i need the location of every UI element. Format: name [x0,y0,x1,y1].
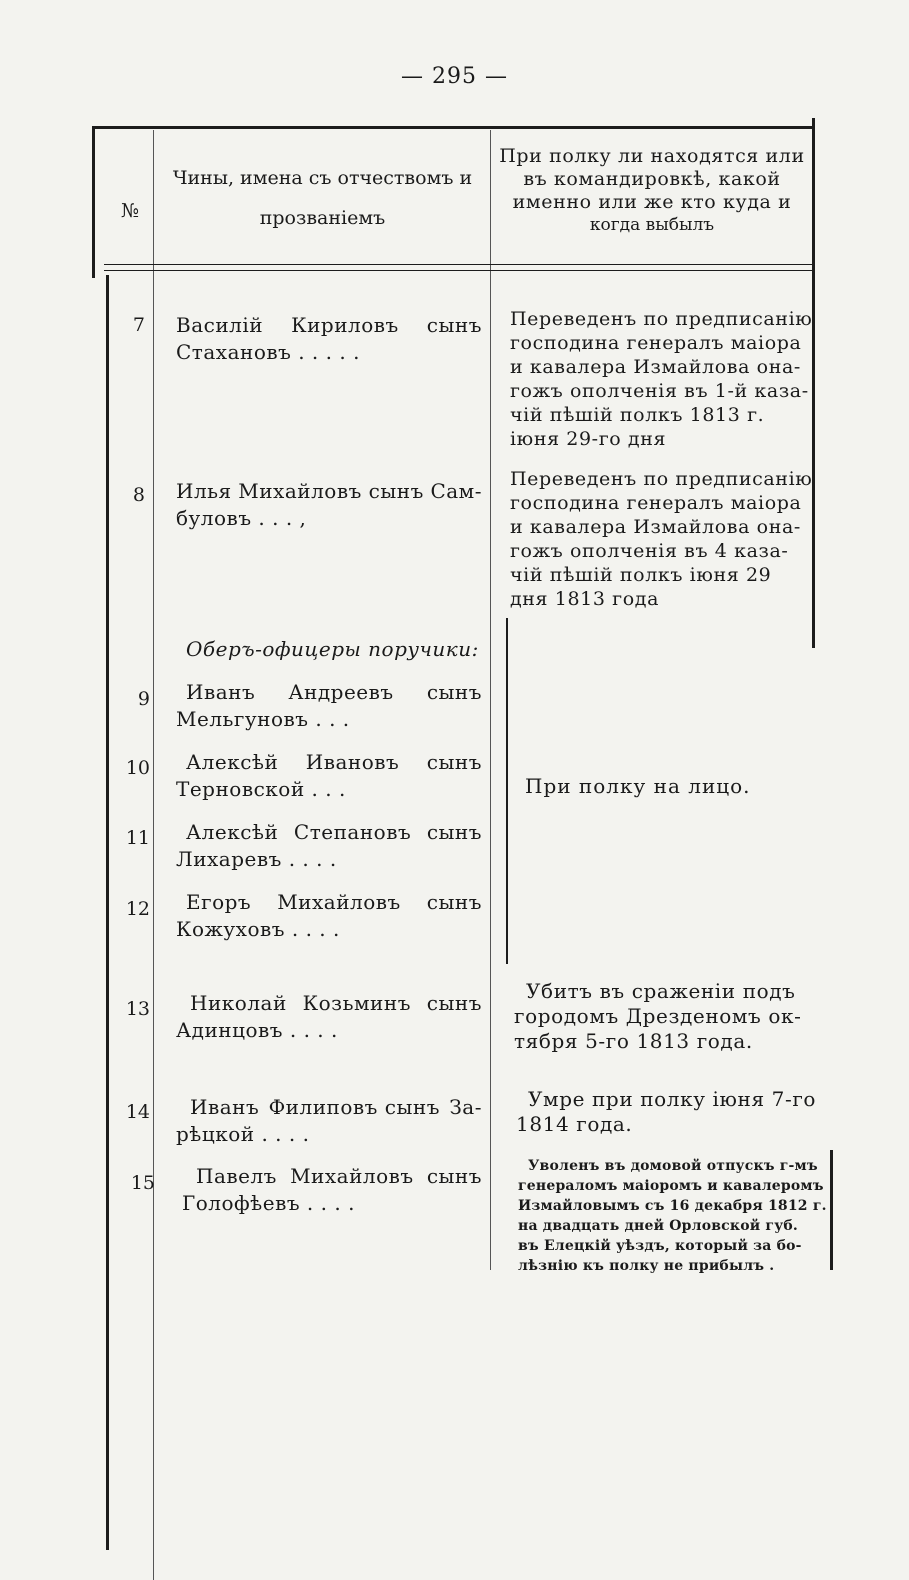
row-number: 14 [125,1101,150,1123]
row-number: 7 [132,314,145,336]
first-name: Алексѣй [186,750,279,774]
status-entry [514,979,819,1054]
patronymic: Андреевъ [288,680,394,704]
status-line: Убитъ въ сраженіи подъ [526,979,796,1003]
person-name [176,889,482,943]
name-word: сынъ [426,890,482,914]
name-word: За- [449,1095,482,1119]
column-divider-1 [153,130,154,1580]
row-number: 15 [130,1172,155,1194]
status-line: дня 1813 года [510,588,660,610]
row-number: 11 [125,827,150,849]
status-line: лѣзнію къ полку не прибылъ . [518,1258,775,1274]
header-name-line2: прозваніемъ [259,207,386,229]
group-brace [506,618,508,964]
person-name [176,749,482,803]
row-number: 12 [125,898,150,920]
person-name [176,990,482,1044]
table-left-border-lower [106,275,109,1550]
row-number: 13 [125,998,150,1020]
surname: Голофѣевъ . . . . [182,1191,355,1215]
header-status-line4: когда выбылъ [589,215,715,235]
status-line: Переведенъ по предписанію [510,468,813,490]
patronymic: Козьминъ [302,991,411,1015]
person-name [176,819,482,873]
status-line: городомъ Дрезденомъ ок- [514,1004,802,1028]
status-line: и кавалера Измайлова она- [510,516,801,538]
status-line: гожъ ополченія въ 4 каза- [510,540,789,562]
group-status: При полку на лицо. [525,774,751,798]
page-number: — 295 — [401,64,508,89]
row-number: 10 [125,757,150,779]
header-status-line2: въ командировкѣ, какой [523,168,781,190]
surname: Терновской . . . [176,777,346,801]
status-entry [518,1156,833,1276]
status-line: Умре при полку іюня 7-го [528,1087,817,1111]
status-line: гожъ ополченія въ 1-й каза- [510,380,809,402]
surname: рѣцкой . . . . [176,1122,310,1146]
status-line: на двадцать дней Орловской губ. [518,1218,798,1234]
person-name [176,679,482,733]
header-number: № [121,200,139,222]
status-line: чій пѣшій полкъ іюня 29 [510,564,772,586]
status-line: Измайловымъ съ 16 декабря 1812 г. [518,1198,827,1214]
person-name [176,1163,482,1217]
section-label: Оберъ-офицеры поручики: [186,637,479,661]
first-name: Алексѣй [186,820,279,844]
patronymic: Михайловъ [290,1164,414,1188]
header-separator-1 [104,264,812,265]
person-name [176,1094,482,1148]
first-name: Иванъ [190,1095,260,1119]
row-number: 9 [137,688,150,710]
table-top-border [92,126,814,129]
patronymic: Михайловъ сынъ [238,479,424,503]
status-line: господина генералъ маіора [510,492,802,514]
first-name: Егоръ [186,890,252,914]
header-separator-2 [104,270,812,271]
surname: Мельгуновъ . . . [176,707,350,731]
table-left-border [92,126,95,278]
column-divider-2 [490,130,491,1270]
surname: буловъ . . . , [176,506,307,530]
status-line: чій пѣшій полкъ 1813 г. [510,404,765,426]
header-status-line3: именно или же кто куда и [512,191,792,213]
name-word: сынъ [426,1164,482,1188]
person-name [176,312,482,366]
name-word: сынъ [426,991,482,1015]
status-line: и кавалера Измайлова она- [510,356,801,378]
name-word: сынъ [426,750,482,774]
surname: Лихаревъ . . . . [176,847,337,871]
status-line: іюня 29-го дня [510,428,667,450]
status-line: въ Елецкій уѣздъ, который за бо- [518,1238,802,1254]
first-name: Николай [190,991,287,1015]
surname: Кожуховъ . . . . [176,917,340,941]
surname: Стахановъ . . . . . [176,340,360,364]
first-name: Павелъ [196,1164,277,1188]
status-line: Уволенъ въ домовой отпускъ г-мъ [528,1158,818,1174]
status-line: генераломъ маіоромъ и кавалеромъ [518,1178,824,1194]
status-line: 1814 года. [516,1112,633,1136]
first-name: Иванъ [186,680,256,704]
header-status-line1: При полку ли находятся или [499,145,805,167]
header-name-line1: Чины, имена съ отчествомъ и [172,167,473,189]
patronymic: Филиповъ сынъ [268,1095,440,1119]
status-line: господина генералъ маіора [510,332,802,354]
status-entry [516,1087,821,1137]
patronymic: Степановъ [293,820,412,844]
patronymic: Кириловъ [291,313,399,337]
row-15-right-border [830,1150,833,1270]
person-name [176,478,482,532]
status-line: тября 5-го 1813 года. [514,1029,753,1053]
name-word: Сам- [430,479,482,503]
patronymic: Ивановъ [305,750,400,774]
name-word: сынъ [426,313,482,337]
first-name: Василій [176,313,264,337]
status-entry [510,307,815,451]
name-word: сынъ [426,820,482,844]
status-line: Переведенъ по предписанію [510,308,813,330]
row-number: 8 [132,484,145,506]
name-word: сынъ [426,680,482,704]
status-entry [510,467,815,611]
first-name: Илья [176,479,232,503]
patronymic: Михайловъ [277,890,401,914]
surname: Адинцовъ . . . . [176,1018,338,1042]
